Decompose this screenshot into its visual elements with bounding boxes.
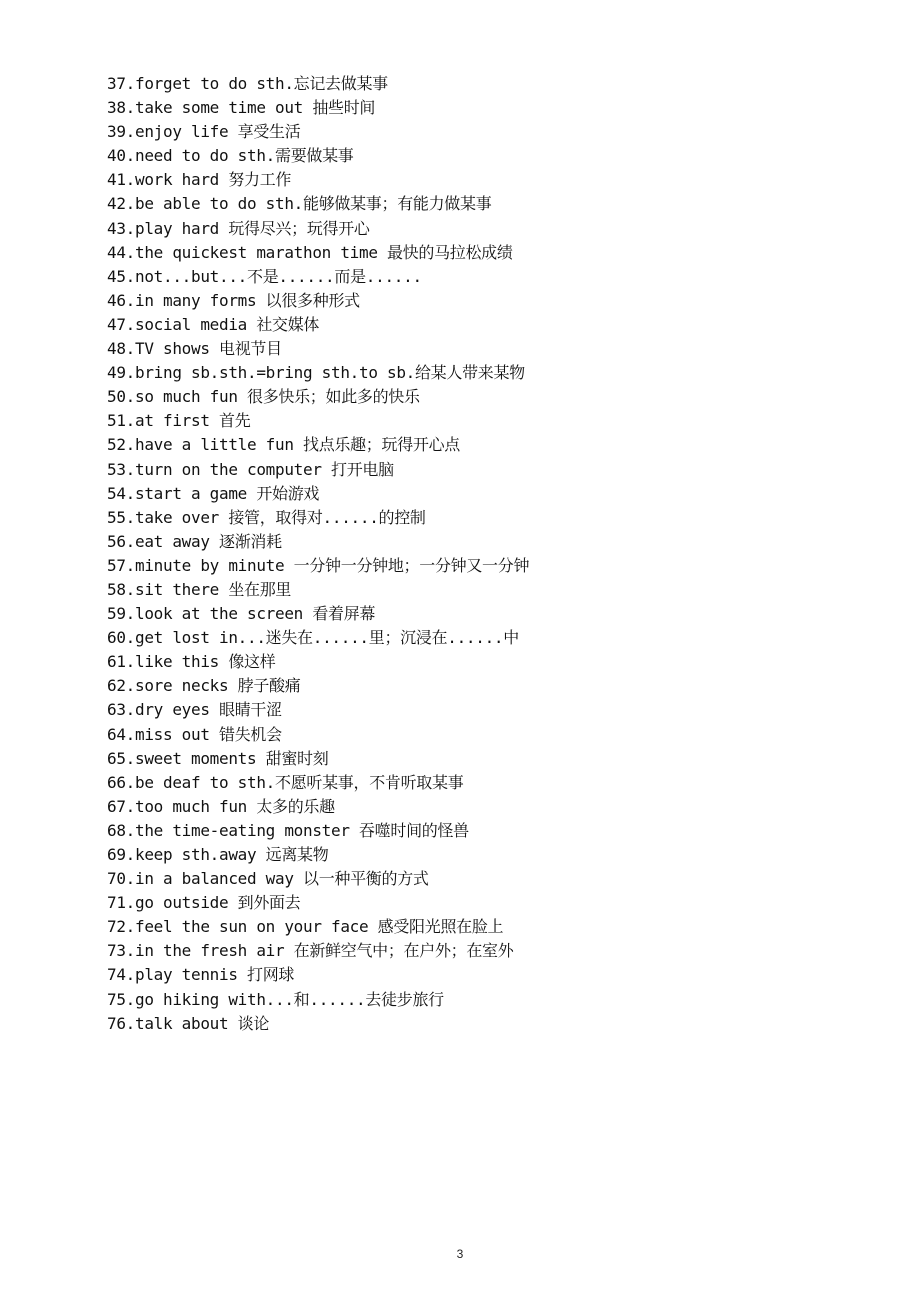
phrase-text: 38.take some time out 抽些时间: [107, 98, 376, 118]
list-item: [107, 458, 529, 482]
phrase-text: 48.TV shows 电视节目: [107, 339, 282, 359]
list-item: [107, 313, 529, 337]
phrase-text: 69.keep sth.away 远离某物: [107, 845, 329, 864]
list-item: [107, 843, 529, 867]
phrase-text: 40.need to do sth.需要做某事: [107, 146, 354, 166]
list-item: [107, 530, 529, 554]
list-item: [107, 602, 529, 626]
phrase-text: 50.so much fun 很多快乐；如此多的快乐: [107, 387, 420, 407]
list-item: [107, 554, 529, 578]
phrase-text: 53.turn on the computer 打开电脑: [107, 459, 394, 479]
phrase-text: 66.be deaf to sth.不愿听某事，不肯听取某事: [107, 772, 464, 792]
phrase-text: 67.too much fun 太多的乐趣: [107, 796, 335, 816]
page-number: 3: [456, 1247, 464, 1261]
list-item: [107, 963, 529, 987]
phrase-text: 75.go hiking with...和......去徒步旅行: [107, 989, 444, 1009]
list-item: [107, 433, 529, 457]
list-item: [107, 289, 529, 313]
list-item: [107, 747, 529, 771]
phrase-text: 42.be able to do sth.能够做某事；有能力做某事: [107, 194, 492, 214]
phrase-text: 64.miss out 错失机会: [107, 724, 282, 744]
list-item: [107, 867, 529, 891]
phrase-text: 41.work hard 努力工作: [107, 170, 292, 190]
phrase-text: 74.play tennis 打网球: [107, 965, 295, 985]
phrase-text: 37.forget to do sth.忘记去做某事: [107, 74, 388, 93]
phrase-text: 43.play hard 玩得尽兴；玩得开心: [107, 218, 370, 238]
phrase-text: 65.sweet moments 甜蜜时刻: [107, 748, 329, 768]
phrase-text: 70.in a balanced way 以一种平衡的方式: [107, 869, 429, 889]
list-item: [107, 265, 529, 289]
list-item: [107, 482, 529, 506]
list-item: [107, 674, 529, 698]
list-item: [107, 723, 529, 747]
list-item: [107, 578, 529, 602]
list-item: [107, 120, 529, 144]
phrase-text: 61.like this 像这样: [107, 652, 276, 672]
phrase-list: [107, 72, 529, 1036]
phrase-text: 60.get lost in...迷失在......里；沉浸在......中: [107, 628, 519, 648]
phrase-text: 62.sore necks 脖子酸痛: [107, 676, 301, 696]
list-item: [107, 337, 529, 361]
phrase-text: 76.talk about 谈论: [107, 1013, 270, 1033]
phrase-text: 51.at first 首先: [107, 411, 251, 431]
list-item: [107, 1012, 529, 1036]
list-item: [107, 819, 529, 843]
phrase-text: 45.not...but...不是......而是......: [107, 266, 422, 286]
phrase-text: 72.feel the sun on your face 感受阳光照在脸上: [107, 917, 504, 937]
phrase-text: 58.sit there 坐在那里: [107, 579, 292, 599]
list-item: [107, 891, 529, 915]
list-item: [107, 72, 529, 96]
list-item: [107, 506, 529, 530]
list-item: [107, 939, 529, 963]
phrase-text: 57.minute by minute 一分钟一分钟地；一分钟又一分钟: [107, 555, 530, 575]
phrase-text: 39.enjoy life 享受生活: [107, 122, 301, 142]
phrase-text: 46.in many forms 以很多种形式: [107, 290, 360, 310]
list-item: [107, 988, 529, 1012]
list-item: [107, 650, 529, 674]
phrase-text: 68.the time-eating monster 吞噬时间的怪兽: [107, 820, 469, 840]
list-item: [107, 795, 529, 819]
phrase-text: 71.go outside 到外面去: [107, 893, 301, 913]
list-item: [107, 915, 529, 939]
phrase-text: 56.eat away 逐渐消耗: [107, 531, 282, 551]
list-item: [107, 192, 529, 216]
list-item: [107, 217, 529, 241]
phrase-text: 55.take over 接管，取得对......的控制: [107, 507, 426, 527]
phrase-text: 63.dry eyes 眼睛干涩: [107, 700, 282, 720]
list-item: [107, 771, 529, 795]
list-item: [107, 385, 529, 409]
list-item: [107, 361, 529, 385]
list-item: [107, 409, 529, 433]
phrase-text: 73.in the fresh air 在新鲜空气中；在户外；在室外: [107, 941, 514, 961]
phrase-text: 54.start a game 开始游戏: [107, 483, 320, 503]
list-item: [107, 168, 529, 192]
phrase-text: 44.the quickest marathon time 最快的马拉松成绩: [107, 242, 513, 262]
list-item: [107, 626, 529, 650]
phrase-text: 47.social media 社交媒体: [107, 314, 320, 334]
list-item: [107, 144, 529, 168]
phrase-text: 49.bring sb.sth.=bring sth.to sb.给某人带来某物: [107, 363, 525, 383]
list-item: [107, 96, 529, 120]
list-item: [107, 698, 529, 722]
list-item: [107, 241, 529, 265]
phrase-text: 59.look at the screen 看着屏幕: [107, 604, 376, 624]
phrase-text: 52.have a little fun 找点乐趣；玩得开心点: [107, 435, 460, 455]
